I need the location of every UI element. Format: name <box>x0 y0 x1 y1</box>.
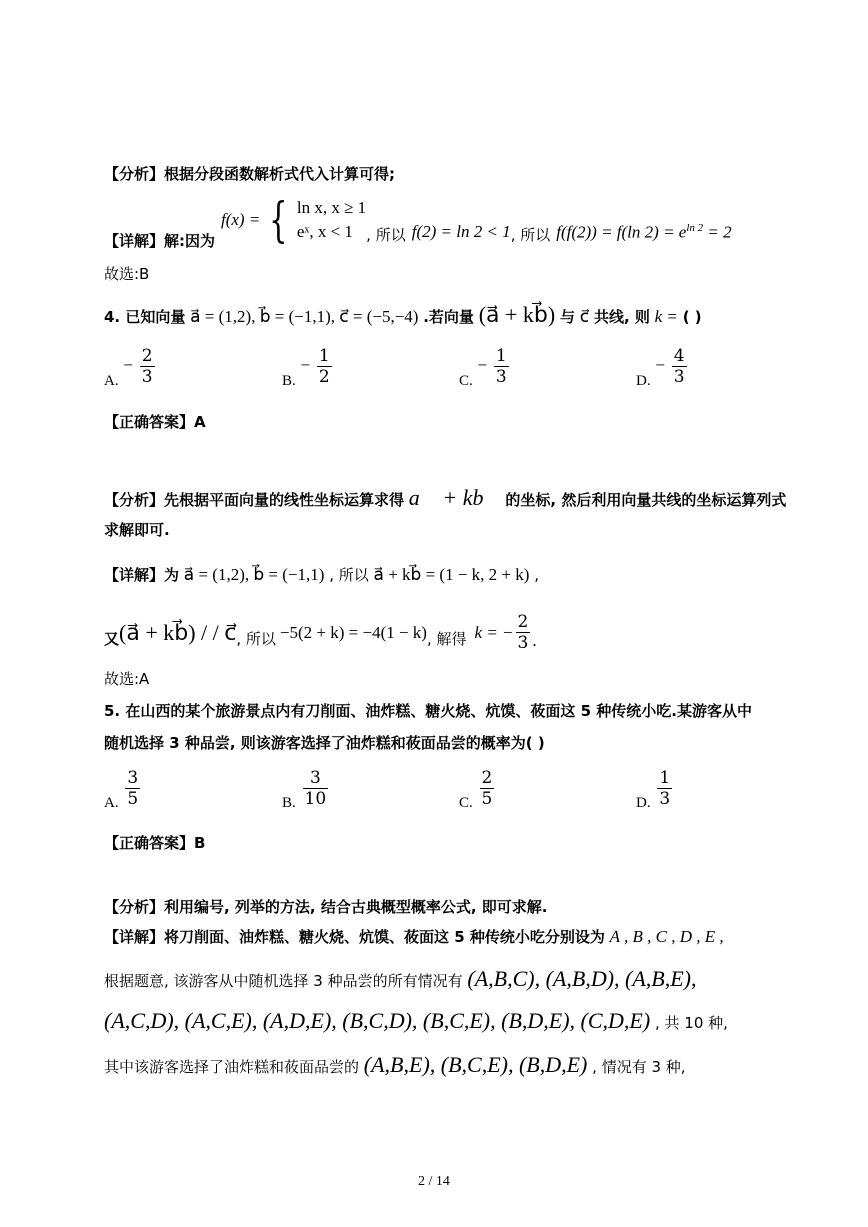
option-c-q5[interactable]: C. $\frac{2}{5}$ <box>459 768 493 811</box>
choice-q3: 故选:B <box>104 265 150 283</box>
detail-row-q3 <box>104 192 732 250</box>
answer-q5: 【正确答案】B <box>104 834 206 852</box>
detail-q5-line1: 【详解】将刀削面、油炸糕、糖火烧、炕馍、莜面这 5 种传统小吃分别设为 A , B , C , D , E , <box>104 927 724 946</box>
page-number: 2 / 14 <box>418 1174 450 1189</box>
answer-q4: 【正确答案】A <box>104 413 206 431</box>
option-b-q5[interactable]: B. $\frac{3}{10}$ <box>282 768 327 811</box>
case-line-2: eˣ, x < 1 <box>296 222 353 241</box>
analysis-q4-cont: 求解即可. <box>104 521 170 539</box>
detail-q5-line4: 其中该游客选择了油炸糕和莜面品尝的 (A,B,E), (B,C,E), (B,D,E) , 情况有 3 种, <box>104 1052 686 1077</box>
detail-q5-line3: (A,C,D), (A,C,E), (A,D,E), (B,C,D), (B,C,E), (B,D,E), (C,D,E) , 共 10 种, <box>104 1008 728 1033</box>
detail-q4-line1: 【详解】为 a⃗ = (1,2), b⃗ = (−1,1) , 所以 a⃗ + kb⃗ = (1 − k, 2 + k) , <box>104 565 539 584</box>
detail-q5-line2: 根据题意, 该游客从中随机选择 3 种品尝的所有情况有 (A,B,C), (A,B,D), (A,B,E), <box>104 966 697 991</box>
question-4-stem: 4. 已知向量 a⃗ = (1,2), b⃗ = (−1,1), c⃗ = (−5,−4) .若向量 (a⃗ + kb⃗) 与 c⃗ 共线, 则 k = ( ) <box>104 302 702 327</box>
case-line-1: ln x, x ≥ 1 <box>296 198 367 217</box>
option-a-q4[interactable]: A. − $\frac{2}{3}$ <box>104 346 153 389</box>
analysis-text-q3: 【分析】根据分段函数解析式代入计算可得; <box>104 165 396 183</box>
choice-q4: 故选:A <box>104 670 150 688</box>
option-c-q4[interactable]: C. − $\frac{1}{3}$ <box>459 346 507 389</box>
option-b-q4[interactable]: B. − $\frac{1}{2}$ <box>282 346 330 389</box>
detail-q4-line2: 又 (a⃗ + kb⃗) / / c⃗ , 所以 −5(2 + k) = −4(1 − k) , 解得 k = − $\frac{2}{3}$ . <box>104 612 537 653</box>
option-d-q4[interactable]: D. − $\frac{4}{3}$ <box>636 346 685 389</box>
connector-1: , 所以 <box>366 225 406 244</box>
detail-prefix: 【详解】解:因为 <box>104 231 215 250</box>
option-a-q5[interactable]: A. $\frac{3}{5}$ <box>104 768 139 811</box>
analysis-q4: 【分析】先根据平面向量的线性坐标运算求得 a⃗ + kb⃗ 的坐标, 然后利用向量共线的坐标运算列式 <box>104 485 787 510</box>
analysis-q5: 【分析】利用编号, 列举的方法, 结合古典概型概率公式, 即可求解. <box>104 898 548 916</box>
expr-f2: f(2) = ln 2 < 1 <box>411 222 511 241</box>
expr-ff2: f(f(2)) = f(ln $2) = e^{ln 2} = 2$ <box>556 221 732 242</box>
piecewise-lhs: f(x) = <box>221 210 261 229</box>
connector-2: , 所以 <box>510 225 551 244</box>
question-5-line2: 随机选择 3 种品尝, 则该游客选择了油炸糕和莜面品尝的概率为( ) <box>104 734 545 752</box>
question-5-line1: 5. 在山西的某个旅游景点内有刀削面、油炸糕、糖火烧、炕馍、莜面这 5 种传统小吃.某游客从中 <box>104 702 752 720</box>
brace-icon: { <box>269 192 288 248</box>
option-d-q5[interactable]: D. $\frac{1}{3}$ <box>636 768 671 811</box>
